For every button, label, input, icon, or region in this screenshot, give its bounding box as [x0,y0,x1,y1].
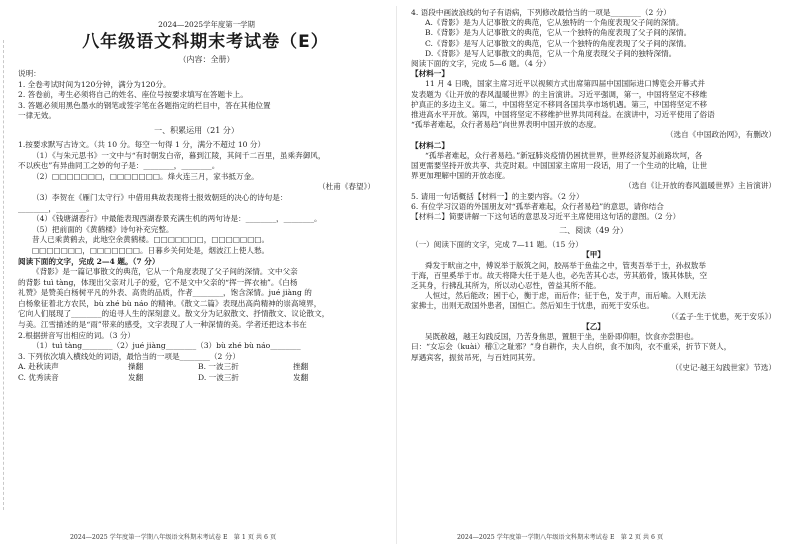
option-line: A.《背影》是为人记事散文的典范，它从独特的一个角度表现父子间的深情。 [425,18,684,28]
material-line: 11 月 4 日晚，国家主席习近平以视频方式出席第四届中国国际进口博览会开幕式并 [425,79,705,89]
passage-line: 家拂士，出则无敌国外患者，国恒亡。然后知生于忧患，而死于安乐也。 [411,301,654,311]
passage-line: 它向人们展现了________的追寻人生的深刻意义。散文分为记叙散文、抒情散文、议论散文， [18,309,330,319]
option-line: D.《背影》是写人记事散文的典范，它从一个角度表现父子间的独特深情。 [425,48,677,58]
reading-intro: 阅读下面的文字，完成 2—4 题。（7 分） [18,256,160,266]
section-heading: 二、阅读（49 分） [559,226,628,236]
material-line: 国更需要坚持开放共享、共克时艰。中国国家主席用一段话，用了一个生动的比喻，让世 [411,161,708,171]
material-heading: 【材料二】 [411,140,449,150]
question-line: 【材料二】简要讲解一下这句话的意思及习近平主席使用这句话的意图。（2 分） [411,212,681,222]
option-d: D. 一波三折 [198,373,240,383]
question-line: （1）tuì tàng________（2）jué jiàng________（3）bù zhé bù náo________ [32,341,301,351]
passage-line: 于海，百里奚举于市。故天将降大任于是人也，必先苦其心志，劳其筋骨，饿其体肤，空 [411,270,708,280]
material-line: 发表题为《让开放的春风温暖世界》的主旨演讲。习近平强调，第一，中国将坚定不移维 [411,89,708,99]
passage-label: 【乙】 [582,321,605,331]
passage-source: （《孟子·生于忧患，死于安乐》） [667,311,776,321]
page-footer: 2024—2025 学年度第一学期八年级语文科期末考试卷 E 第 1 页 共 6 页 [70,534,277,541]
notes-heading: 说明： [18,69,41,78]
note-line: 一律无效。 [18,111,56,121]
note-line: 2. 答卷前，考生必须将自己的姓名、座位号按要求填写在答题卡上。 [18,90,248,100]
option-line: B.《背影》是为人记事散文的典范，它从一个独特的角度表现了父子间的深情。 [425,28,692,38]
option-row [18,362,375,373]
option-a: A. 赴秋读声 [18,362,59,372]
passage-source: （《史记·越王勾践世家》节选） [671,362,776,372]
exam-page-2 [397,0,794,550]
passage-line: 白杨象征着北方农民，bù zhé bù náo 的精神。《散文二篇》表现出高尚精神的崇高境界， [18,298,322,308]
material-line: 护真正的多边主义。第二，中国将坚定不移同各国共享市场机遇。第三，中国将坚定不移 [411,99,708,109]
question-source: （杜甫《春望》） [318,182,375,192]
option-line: C.《背影》是写人记事散文的典范，它从一个独特的角度表现了父子间的深情。 [425,38,692,48]
passage-label: 【甲】 [582,250,605,260]
passage-line: 舜发于畎亩之中，傅说举于版筑之间，胶鬲举于鱼盐之中，管夷吾举于士，孙叔敖举 [425,260,706,270]
material-line: “孤举者难起，众行者易趋。”新冠肺炎疫情仍困扰世界，世界经济复苏前路坎坷，各 [425,150,703,160]
question-line: （4）《钱塘湖春行》中最能表现西湖春景充满生机的两句诗是：________，________。 [32,214,322,224]
option-row [18,373,375,384]
question-line: 昔人已乘黄鹤去，此地空余黄鹤楼。□□□□□□□，□□□□□□□。 [32,235,270,245]
question-line: 4. 语段中画波浪线的句子有语病，下列修改最恰当的一项是________（2 分） [411,8,671,17]
exam-title: 八年级语文科期末考试卷（E） [82,32,329,52]
question-line: （5）把前面的《黄鹤楼》诗句补充完整。 [32,224,174,234]
passage-line: 厚遇宾客，振贫吊死，与百姓同其劳。 [411,352,541,362]
option-b: B. 一波三折 [198,362,239,372]
note-line: 1. 全卷考试时间为120分钟，满分为120分。 [18,79,171,89]
material-line: “孤举者难起，众行者易趋”向世界表明中国开放的态度。 [411,120,602,130]
material-line: 界更加理解中国的开放态度。 [411,171,510,181]
question-line: 不以疾也”有异曲同工之妙的句子是：________，________。 [18,161,220,171]
passage-line: 的背影 tuì tàng，体现出父亲对儿子的爱，它不是文中父亲的“挥一挥衣袖”。《白杨 [18,277,298,287]
option-b-word: 挫翻 [293,362,309,372]
term-header: 2024—2025学年度第一学期 [158,20,255,29]
question-line: 5. 请用一句话概括【材料一】的主要内容。（2 分） [411,191,584,201]
question-line: （2）□□□□□□□，□□□□□□□。烽火连三月，家书抵万金。 [32,171,259,181]
question-line: （1）《与朱元思书》一文中与“有时朝发白帝，暮到江陵，其间千二百里，虽乘奔御风， [32,150,326,160]
material-source: （选自《中国政治网》，有删改） [665,130,776,140]
option-a-word: 操翻 [128,362,144,372]
passage-line: 《背影》是一篇记事散文的典范，它从一个角度表现了父子间的深情。文中父亲 [32,267,298,277]
option-c-word: 发翻 [128,373,144,383]
material-heading: 【材料一】 [411,69,449,79]
passage-line: 礼赞》是赞美白杨树平凡的外表、高贵的品质，作者________，饱含深情。jué jiàng 的 [18,288,312,298]
passage-line: 吴既赦越，越王勾践反国，乃苦身焦思，置胆于坐，坐卧即仰胆，饮食亦尝胆也。 [425,332,699,342]
page-footer: 2024—2025 学年度第一学期八年级语文科期末考试卷 E 第 2 页 共 6 页 [457,534,664,541]
question-line: 6. 有位学习汉语的外国朋友对“孤举者难起，众行者易趋”的意思，请你结合 [411,201,664,211]
note-line: 3. 答题必须用黑色墨水的钢笔或签字笔在各题指定的栏目中，答在其他位置 [18,100,271,110]
question-line: 3. 下列依次填入横线处的词语，最恰当的一项是________（2 分） [18,351,240,361]
section-heading: 一、积累运用（21 分） [154,125,239,135]
passage-line: 乏其身，行拂乱其所为，所以动心忍性，曾益其所不能。 [411,281,601,291]
material-source: （选自《让开放的春风温暖世界》主旨演讲） [624,181,776,191]
reading-intro: 阅读下面的文字，完成 5—6 题。（4 分） [411,59,551,69]
passage-line: 人恒过，然后能改；困于心，衡于虑，而后作；征于色，发于声，而后喻。入则无法 [425,291,706,301]
option-c: C. 优秀读音 [18,373,59,383]
option-d-word: 发翻 [293,373,309,383]
reading-intro: （一）阅读下面的文字，完成 7—11 题。（15 分） [411,240,583,250]
material-line: 推进高水平开放。第四，中国将坚定不移维护世界共同利益。在演讲中，习近平使用了俗语 [411,110,715,120]
question-line: 2.根据拼音写出相应的词。（3 分） [18,330,136,340]
question-line: 1.按要求默写古诗文。（共 10 分。每空一句得 1 分，满分不超过 10 分） [18,139,266,149]
passage-line: 曰：“女忘会（kuài）稽①之耻邪？”身自耕作，夫人自织，食不加肉，衣不重采，折节下贤人， [411,342,732,352]
question-line: （3）李贺在《雁门太守行》中借用典故表现将士报效朝廷的决心的诗句是： [32,192,288,202]
question-line: ________，________。 [18,203,94,213]
passage-line: 与美。江雪描述的是“雨”带来的感受，文字表现了人一种深情的美。学者还把这本书在 [18,320,307,330]
exam-scope: （内容：全册） [178,55,235,64]
question-line: □□□□□□□，□□□□□□□。日暮乡关何处是，烟波江上使人愁。 [32,245,270,255]
